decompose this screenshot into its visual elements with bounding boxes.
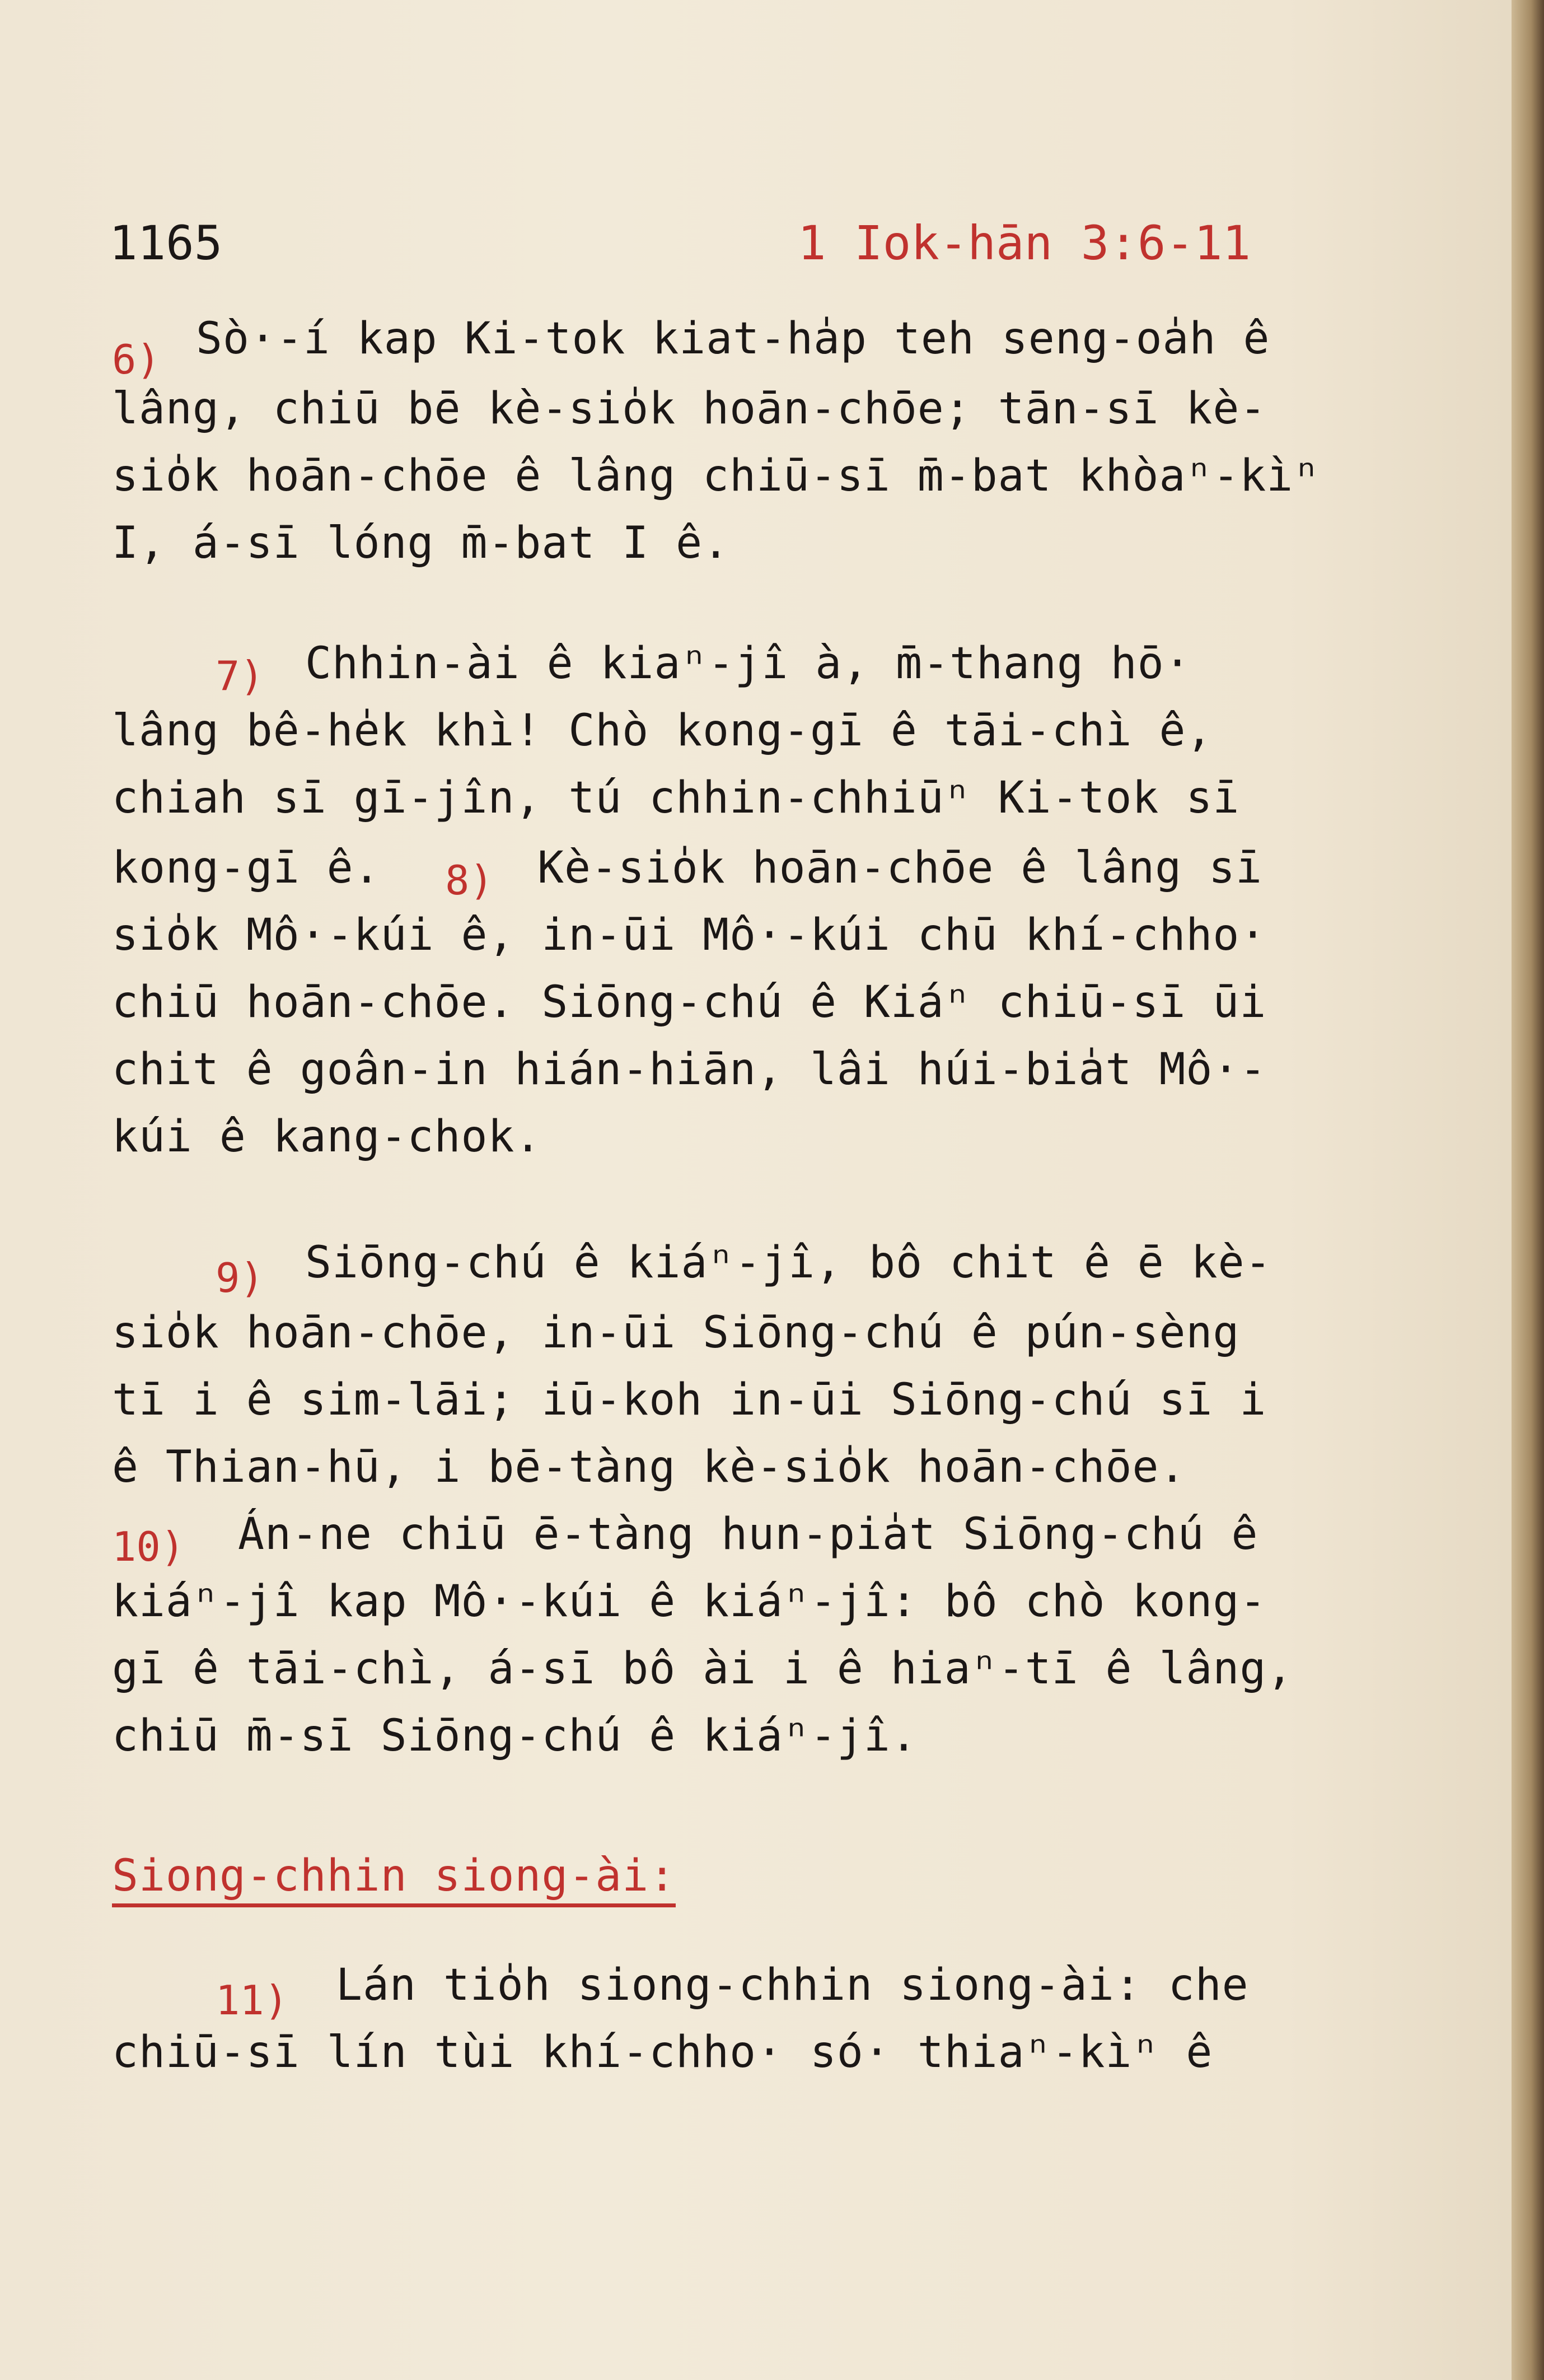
text-line: Án-ne chiū ē-tàng hun-pia̍t Siōng-chú ê <box>238 1509 1258 1560</box>
text-line: kúi ê kang-chok. <box>112 1112 542 1162</box>
text-line: Sò·-í kap Ki-tok kiat-ha̍p teh seng-oa̍h ê <box>196 314 1270 364</box>
verse-number-10: 10) <box>112 1523 185 1570</box>
verse-number-11: 11) <box>216 1977 289 2024</box>
verse-number-7: 7) <box>216 652 264 699</box>
text-line: kiáⁿ-jî kap Mô·-kúi ê kiáⁿ-jî: bô chò kong- <box>112 1576 1267 1627</box>
verse-number-9: 9) <box>216 1254 264 1301</box>
text-line: lâng bê-he̍k khì! Chò kong-gī ê tāi-chì ê, <box>112 706 1213 756</box>
text-line: chiah sī gī-jîn, tú chhin-chhiūⁿ Ki-tok sī <box>112 773 1240 823</box>
verse-number-6: 6) <box>112 336 161 383</box>
text-line: kong-gī ê. <box>112 843 381 893</box>
text-line: ê Thian-hū, i bē-tàng kè-sio̍k hoān-chōe. <box>112 1442 1186 1492</box>
text-line: sio̍k Mô·-kúi ê, in-ūi Mô·-kúi chū khí-chho· <box>112 910 1267 960</box>
page-number: 1165 <box>109 216 223 270</box>
text-line: chiū hoān-chōe. Siōng-chú ê Kiáⁿ chiū-sī ūi <box>112 977 1267 1028</box>
verse-number-8: 8) <box>445 857 494 904</box>
section-heading: Siong-chhin siong-ài: <box>112 1851 676 1907</box>
text-line: Chhin-ài ê kiaⁿ-jî à, m̄-thang hō· <box>305 638 1191 689</box>
text-line: chiū m̄-sī Siōng-chú ê kiáⁿ-jî. <box>112 1711 918 1761</box>
text-line: tī i ê sim-lāi; iū-koh in-ūi Siōng-chú sī i <box>112 1375 1267 1425</box>
text-line: chiū-sī lín tùi khí-chho· só· thiaⁿ-kìⁿ ê <box>112 2027 1213 2078</box>
text-line: chit ê goân-in hián-hiān, lâi húi-bia̍t Mô·- <box>112 1044 1267 1095</box>
running-head: 1 Iok-hān 3:6-11 <box>798 216 1251 270</box>
text-line: I, á-sī lóng m̄-bat I ê. <box>112 518 730 568</box>
text-line: sio̍k hoān-chōe, in-ūi Siōng-chú ê pún-sèng <box>112 1308 1240 1358</box>
book-page-edge <box>1512 0 1544 2380</box>
text-line: sio̍k hoān-chōe ê lâng chiū-sī m̄-bat khòaⁿ-kìⁿ <box>112 451 1321 501</box>
text-line: Siōng-chú ê kiáⁿ-jî, bô chit ê ē kè- <box>305 1238 1272 1288</box>
text-line: gī ê tāi-chì, á-sī bô ài i ê hiaⁿ-tī ê lâng, <box>112 1644 1294 1694</box>
text-line: lâng, chiū bē kè-sio̍k hoān-chōe; tān-sī kè- <box>112 384 1267 434</box>
text-line: Kè-sio̍k hoān-chōe ê lâng sī <box>537 843 1262 893</box>
text-line: Lán tio̍h siong-chhin siong-ài: che <box>336 1960 1249 2010</box>
